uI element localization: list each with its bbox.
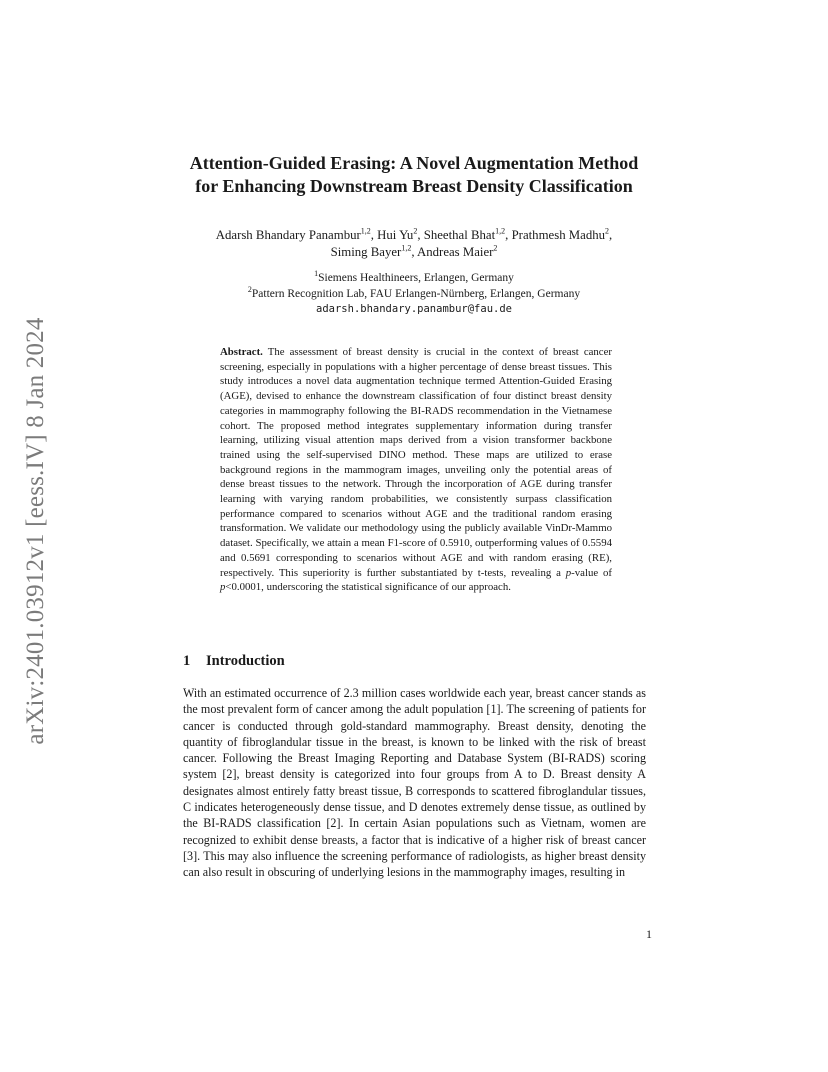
section-heading-introduction bbox=[183, 651, 285, 671]
abstract-label: Abstract. bbox=[220, 346, 263, 358]
contact-email: adarsh.bhandary.panambur@fau.de bbox=[316, 303, 512, 315]
section-title: Introduction bbox=[206, 653, 285, 669]
abstract-text: -value of bbox=[571, 566, 613, 579]
abstract-p-symbol: p bbox=[565, 566, 572, 579]
abstract-text: <0.0001, underscoring the statistical significance of our approach. bbox=[225, 581, 511, 594]
author: Adarsh Bhandary Panambur$^{1,2}$ bbox=[215, 226, 371, 242]
affiliations bbox=[150, 271, 678, 318]
author-affiliation-mark: 2 bbox=[605, 226, 610, 236]
author-affiliation-mark: 2 bbox=[493, 243, 498, 253]
arxiv-sidebar-stamp bbox=[18, 296, 54, 766]
paper-title-line-2: for Enhancing Downstream Breast Density Classification bbox=[195, 176, 633, 196]
abstract-text: The assessment of breast density is crucial in the context of breast cancer screening, especially in populations with a higher percentage of dense breast tissues. This study introduces a novel data augmentation technique termed Attention-Guided Erasing (AGE), devised to enhance the downstream classification of four distinct breast density categories in mammography following the BI-RADS recommendation in the Vietnamese cohort. The proposed method integrates supplementary information during transfer learning, utilizing visual attention maps derived from a vision transformer backbone trained using the self-supervised DINO method. These maps are utilized to erase background regions in the mammogram images, unveiling only the potential areas of dense breast tissues to the network. Through the incorporation of AGE during transfer learning with varying random probabilities, we consistently surpass classification performance compared to scenarios without AGE and the traditional random erasing transformation. We validate our methodology using the publicly available VinDr-Mammo dataset. Specifically, we attain a mean F1-score of 0.5910, outperforming values of 0.5594 and 0.5691 corresponding to scenarios without AGE and with random erasing (RE), respectively. This superiority is further substantiated by t-tests, revealing a bbox=[220, 346, 612, 579]
author: Siming Bayer$^{1,2}$ bbox=[330, 243, 412, 259]
arxiv-identifier: arXiv:2401.03912v1 [eess.IV] 8 Jan 2024 bbox=[22, 317, 49, 745]
author: Prathmesh Madhu$^2$ bbox=[511, 226, 610, 242]
page-number: 1 bbox=[646, 927, 652, 941]
affiliation-mark: 1 bbox=[314, 269, 319, 279]
author-list: Adarsh Bhandary Panambur$^{1,2}$, Hui Yu$^2$, Sheethal Bhat$^{1,2}$, Prathmesh Madhu$^2$, Siming Bayer$^{1,2}$, Andreas Maier$^2$ bbox=[215, 226, 613, 259]
paper-title bbox=[140, 152, 688, 198]
abstract-p-symbol: p bbox=[220, 581, 226, 594]
abstract bbox=[220, 345, 612, 595]
author-affiliation-mark: 2 bbox=[413, 226, 418, 236]
author: Hui Yu$^2$ bbox=[377, 226, 418, 242]
introduction-paragraph: With an estimated occurrence of 2.3 million cases worldwide each year, breast cancer stands as the most prevalent form of cancer among the adult population [1]. The screening of patients for cancer is conducted through gold-standard mammography. Breast density, denoting the quantity of fibroglandular tissue in the breast, is known to be linked with the risk of breast cancer. Following the Breast Imaging Reporting and Database System (BI-RADS) scoring system [2], breast density is categorized into four groups from A to D. Breast density A designates almost entirely fatty breast tissue, B corresponds to scattered fibroglandular tissues, C indicates heterogeneously dense tissue, and D denotes extremely dense tissue, as outlined by the BI-RADS classification [2]. In certain Asian populations such as Vietnam, women are recognized to exhibit dense breasts, a factor that is indicative of a higher risk of breast cancer [3]. This may also influence the screening performance of radiologists, as higher breast density can also result in obscuring of underlying lesions in the mammography images, resulting in bbox=[183, 686, 646, 880]
author-affiliation-mark: 1,2 bbox=[401, 243, 412, 253]
author-affiliation-mark: 1,2 bbox=[360, 226, 371, 236]
author: Andreas Maier$^2$ bbox=[417, 243, 498, 259]
author: Sheethal Bhat$^{1,2}$ bbox=[423, 226, 506, 242]
affiliation-mark: 2 bbox=[247, 284, 252, 294]
author-affiliation-mark: 1,2 bbox=[495, 226, 506, 236]
section-number: 1 bbox=[183, 653, 191, 669]
paper-title-line-1: Attention-Guided Erasing: A Novel Augmentation Method bbox=[189, 153, 639, 173]
affiliation: $^1$Siemens Healthineers, Erlangen, Germany bbox=[314, 269, 514, 284]
affiliation: $^2$Pattern Recognition Lab, FAU Erlangen-Nürnberg, Erlangen, Germany bbox=[247, 284, 581, 300]
